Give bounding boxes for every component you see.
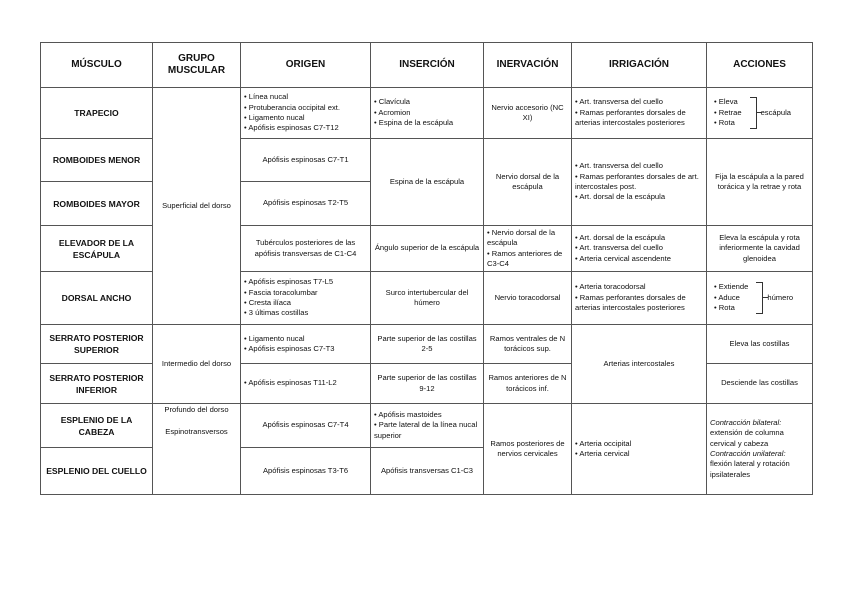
bullet-item: • Nervio dorsal de la escápula [487,228,568,249]
cell-origen: Apófisis espinosas C7-T1 [241,139,371,182]
group-label: Intermedio del dorso [161,358,232,368]
bullet-item: • Arteria occipital [575,439,703,449]
cell-acciones: Desciende las costillas [707,364,813,404]
bullet-item: • Ligamento nucal [244,334,367,344]
cell-acciones [707,272,813,325]
header-origin: ORIGEN [241,43,371,88]
cell-origen [241,325,371,364]
table-row [41,404,813,448]
muscle-name: SERRATO POSTERIOR INFERIOR [41,364,153,404]
cell-insercion: Parte superior de las costillas 9-12 [371,364,484,404]
bullet-item: • Art. dorsal de la escápula [575,192,703,202]
header-row [41,43,813,88]
bullet-item: • Art. transversa del cuello [575,97,703,107]
cell-acciones [707,88,813,139]
bullet-item: • Apófisis espinosas T11-L2 [244,378,367,388]
bracket-target: escápula [760,107,791,117]
cell-insercion [371,88,484,139]
bracket-target: húmero [767,292,794,302]
muscle-name: ROMBOIDES MAYOR [41,182,153,226]
cell-acciones: Eleva las costillas [707,325,813,364]
header-insertion: INSERCIÓN [371,43,484,88]
bullet-item: • Apófisis espinosas C7-T3 [244,344,367,354]
bullet-item: • Ligamento nucal [244,113,367,123]
header-innervation: INERVACIÓN [484,43,572,88]
cell-inervacion: Ramos ventrales de N torácicos sup. [484,325,572,364]
bullet-item: • Apófisis espinosas C7-T12 [244,123,367,133]
table-row [41,325,813,364]
bullet-item: • Apófisis mastoides [374,410,480,420]
muscle-name: ROMBOIDES MENOR [41,139,153,182]
cell-acciones: Fija la escápula a la pared torácica y la retrae y rota [707,139,813,226]
unilateral-text: flexión lateral y rotación ipsilaterales [710,459,790,479]
unilateral-label: Contracción unilateral: [710,449,786,458]
cell-irrigacion [572,139,707,226]
cell-inervacion [484,226,572,272]
bullet-item: • 3 últimas costillas [244,308,367,318]
bracket-icon [750,97,757,129]
muscle-table [40,42,813,495]
bilateral-label: Contracción bilateral: [710,417,782,427]
bullet-item: • Ramas perforantes dorsales de arterias intercostales posteriores [575,293,703,314]
bullet-item: • Art. dorsal de la escápula [575,233,703,243]
bullet-item: • Cresta ilíaca [244,298,367,308]
table-row [41,88,813,139]
bullet-item: • Ramos anteriores de C3-C4 [487,249,568,270]
bullet-item: • Art. transversa del cuello [575,243,703,253]
muscle-name: DORSAL ANCHO [41,272,153,325]
cell-insercion: Ángulo superior de la escápula [371,226,484,272]
bilateral-text: extensión de columna cervical y cabeza [710,428,784,448]
header-muscle: MÚSCULO [41,43,153,88]
header-actions: ACCIONES [707,43,813,88]
cell-insercion: Parte superior de las costillas 2-5 [371,325,484,364]
cell-origen [241,88,371,139]
bullet-item: • Acromion [374,108,480,118]
cell-irrigacion: Arterias intercostales [572,325,707,404]
muscle-name: ESPLENIO DEL CUELLO [41,448,153,495]
cell-irrigacion [572,404,707,495]
bullet-item: • Fascia toracolumbar [244,288,367,298]
header-group: GRUPO MUSCULAR [153,43,241,88]
muscle-name: SERRATO POSTERIOR SUPERIOR [41,325,153,364]
muscle-name: TRAPECIO [41,88,153,139]
bullet-item: • Clavícula [374,97,480,107]
bullet-item: • Línea nucal [244,92,367,102]
cell-acciones [707,404,813,495]
cell-insercion: Surco intertubercular del húmero [371,272,484,325]
bullet-item: • Parte lateral de la línea nucal superior [374,420,480,441]
cell-irrigacion [572,88,707,139]
header-irrigation: IRRIGACIÓN [572,43,707,88]
cell-inervacion: Nervio toracodorsal [484,272,572,325]
group-label: Profundo del dorso [164,405,229,414]
action-list [714,97,742,128]
cell-inervacion: Ramos posteriores de nervios cervicales [484,404,572,495]
cell-origen: Apófisis espinosas C7-T4 [241,404,371,448]
bullet-item: • Ramas perforantes dorsales de arterias intercostales posteriores [575,108,703,129]
cell-acciones: Eleva la escápula y rota inferiormente la cavidad glenoidea [707,226,813,272]
cell-origen: Apófisis espinosas T3-T6 [241,448,371,495]
cell-origen: Tubérculos posteriores de las apófisis transversas de C1-C4 [241,226,371,272]
bullet-item: • Arteria toracodorsal [575,282,703,292]
bullet-item: • Protuberancia occipital ext. [244,103,367,113]
muscle-name: ELEVADOR DE LA ESCÁPULA [41,226,153,272]
cell-inervacion: Nervio dorsal de la escápula [484,139,572,226]
bracket-icon [756,282,763,314]
bracket-group [710,97,809,129]
cell-origen [241,364,371,404]
cell-insercion: Apófisis transversas C1-C3 [371,448,484,495]
cell-insercion: Espina de la escápula [371,139,484,226]
cell-inervacion: Nervio accesorio (NC XI) [484,88,572,139]
group-cell [153,88,241,325]
bullet-item: • Aduce [714,293,748,303]
bullet-item: • Apófisis espinosas T7-L5 [244,277,367,287]
bullet-item: • Art. transversa del cuello [575,161,703,171]
bracket-group [710,282,809,314]
bullet-item: • Arteria cervical ascendente [575,254,703,264]
bullet-item: • Eleva [714,97,742,107]
bullet-item: • Extiende [714,282,748,292]
bullet-item: • Rota [714,303,748,313]
cell-origen [241,272,371,325]
bullet-item: • Espina de la escápula [374,118,480,128]
action-list [714,282,748,313]
cell-inervacion: Ramos anteriores de N torácicos inf. [484,364,572,404]
bullet-item: • Rota [714,118,742,128]
bullet-item: • Arteria cervical [575,449,703,459]
group-cell [153,404,241,495]
group-label: Superficial del dorso [162,200,231,210]
cell-irrigacion [572,226,707,272]
bullet-item: • Retrae [714,108,742,118]
muscle-name: ESPLENIO DE LA CABEZA [41,404,153,448]
cell-origen: Apófisis espinosas T2-T5 [241,182,371,226]
cell-irrigacion [572,272,707,325]
cell-insercion [371,404,484,448]
group-sublabel: Espinotransversos [165,427,228,437]
bullet-item: • Ramas perforantes dorsales de art. intercostales post. [575,172,703,193]
group-cell [153,325,241,404]
